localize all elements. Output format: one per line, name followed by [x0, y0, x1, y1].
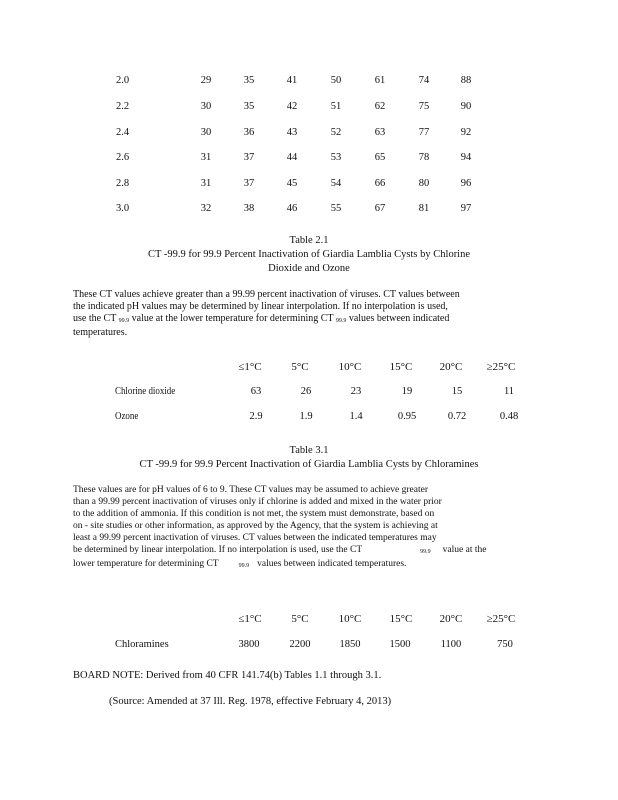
table-cell: 42: [286, 101, 298, 112]
row-label: 3.0: [116, 203, 130, 214]
table-cell: 1.9: [299, 411, 313, 422]
table-cell: 19: [401, 386, 413, 397]
row-label: Chloramines: [115, 639, 169, 650]
column-header: ≥25°C: [486, 613, 516, 625]
note-line: to the addition of ammonia. If this condition is not met, the system must demonstrate, based on: [73, 509, 435, 519]
table-cell: 35: [243, 75, 255, 86]
table-cell: 54: [330, 178, 342, 189]
table-cell: 63: [374, 127, 386, 138]
table-cell: 11: [503, 386, 515, 397]
table-cell: 2200: [289, 639, 311, 650]
table-cell: 31: [200, 152, 212, 163]
note-line: lower temperature for determining CT 99.9 values between indicated temperatures.: [73, 559, 407, 569]
table-cell: 78: [418, 152, 430, 163]
table-cell: 1.4: [349, 411, 363, 422]
table-cell: 36: [243, 127, 255, 138]
table-cell: 3800: [238, 639, 260, 650]
table-cell: 37: [243, 178, 255, 189]
table-cell: 43: [286, 127, 298, 138]
table-cell: 35: [243, 101, 255, 112]
table-cell: 55: [330, 203, 342, 214]
note-line: the indicated pH values may be determined by linear interpolation. If no interpolation is used,: [73, 301, 448, 312]
table-cell: 74: [418, 75, 430, 86]
table-3-1-note: [73, 484, 543, 572]
column-header: ≤1°C: [238, 613, 262, 625]
table-cell: 15: [451, 386, 463, 397]
table-cell: 62: [374, 101, 386, 112]
table-cell: 1500: [389, 639, 411, 650]
table-cell: 1100: [440, 639, 462, 650]
table-cell: 97: [460, 203, 472, 214]
table-cell: 75: [418, 101, 430, 112]
table-cell: 29: [200, 75, 212, 86]
table-cell: 30: [200, 101, 212, 112]
table-cell: 66: [374, 178, 386, 189]
row-label: 2.2: [116, 101, 130, 112]
table-cell: 750: [497, 639, 513, 650]
table-cell: 50: [330, 75, 342, 86]
table-cell: 30: [200, 127, 212, 138]
column-header: 5°C: [291, 361, 309, 373]
column-header: 20°C: [439, 361, 463, 373]
note-line: on - site studies or other information, as approved by the Agency, that the system is achieving at: [73, 521, 438, 531]
column-header: ≤1°C: [238, 361, 262, 373]
table-cell: 0.72: [447, 411, 467, 422]
table-cell: 90: [460, 101, 472, 112]
table-cell: 94: [460, 152, 472, 163]
note-line: These CT values achieve greater than a 99.99 percent inactivation of viruses. CT values between: [73, 289, 460, 300]
table-2-1-title: CT -99.9 for 99.9 Percent Inactivation of Giardia Lamblia Cysts by Chlorine: [147, 249, 471, 260]
row-label: 2.4: [116, 127, 130, 138]
table-cell: 61: [374, 75, 386, 86]
table-cell: 38: [243, 203, 255, 214]
table-cell: 77: [418, 127, 430, 138]
table-cell: 92: [460, 127, 472, 138]
row-label: 2.0: [116, 75, 130, 86]
table-cell: 52: [330, 127, 342, 138]
table-cell: 67: [374, 203, 386, 214]
row-label: Chlorine dioxide: [115, 386, 176, 397]
table-cell: 0.95: [397, 411, 417, 422]
table-cell: 81: [418, 203, 430, 214]
table-cell: 37: [243, 152, 255, 163]
column-header: 10°C: [338, 361, 362, 373]
table-2-1-title-cont: Dioxide and Ozone: [268, 263, 350, 274]
note-line: than a 99.99 percent inactivation of viruses only if chlorine is added and mixed in the water prior: [73, 497, 442, 507]
table-cell: 0.48: [499, 411, 519, 422]
table-cell: 31: [200, 178, 212, 189]
column-header: 15°C: [389, 361, 413, 373]
table-cell: 80: [418, 178, 430, 189]
column-header: ≥25°C: [486, 361, 516, 373]
note-line: least a 99.99 percent inactivation of viruses. CT values between the indicated temperatures may: [73, 533, 437, 543]
row-label: 2.6: [116, 152, 130, 163]
table-cell: 23: [350, 386, 362, 397]
board-note: BOARD NOTE: Derived from 40 CFR 141.74(b) Tables 1.1 through 3.1.: [73, 670, 382, 681]
table-2-1-number: Table 2.1: [289, 235, 329, 246]
column-header: 5°C: [291, 613, 309, 625]
column-header: 15°C: [389, 613, 413, 625]
table-3-1-number: Table 3.1: [289, 445, 329, 456]
table-2-1-note: [73, 289, 543, 339]
table-cell: 65: [374, 152, 386, 163]
table-cell: 41: [286, 75, 298, 86]
note-line: These values are for pH values of 6 to 9. These CT values may be assumed to achieve greater: [73, 485, 428, 495]
table-cell: 88: [460, 75, 472, 86]
table-cell: 46: [286, 203, 298, 214]
note-line: be determined by linear interpolation. If no interpolation is used, use the CT 99.9 value at the: [73, 545, 487, 555]
column-header: 20°C: [439, 613, 463, 625]
table-cell: 51: [330, 101, 342, 112]
note-line: temperatures.: [73, 327, 128, 338]
table-3-1-title: CT -99.9 for 99.9 Percent Inactivation of Giardia Lamblia Cysts by Chloramines: [139, 459, 479, 470]
row-label: 2.8: [116, 178, 130, 189]
table-cell: 26: [300, 386, 312, 397]
source-note: (Source: Amended at 37 Ill. Reg. 1978, effective February 4, 2013): [109, 696, 392, 707]
table-cell: 53: [330, 152, 342, 163]
table-cell: 63: [250, 386, 262, 397]
table-cell: 32: [200, 203, 212, 214]
note-line: use the CT 99.9 value at the lower temperature for determining CT 99.9 values between indicated: [73, 313, 450, 324]
row-label: Ozone: [115, 411, 139, 422]
table-cell: 45: [286, 178, 298, 189]
table-cell: 96: [460, 178, 472, 189]
table-cell: 2.9: [249, 411, 263, 422]
table-cell: 1850: [339, 639, 361, 650]
table-cell: 44: [286, 152, 298, 163]
column-header: 10°C: [338, 613, 362, 625]
